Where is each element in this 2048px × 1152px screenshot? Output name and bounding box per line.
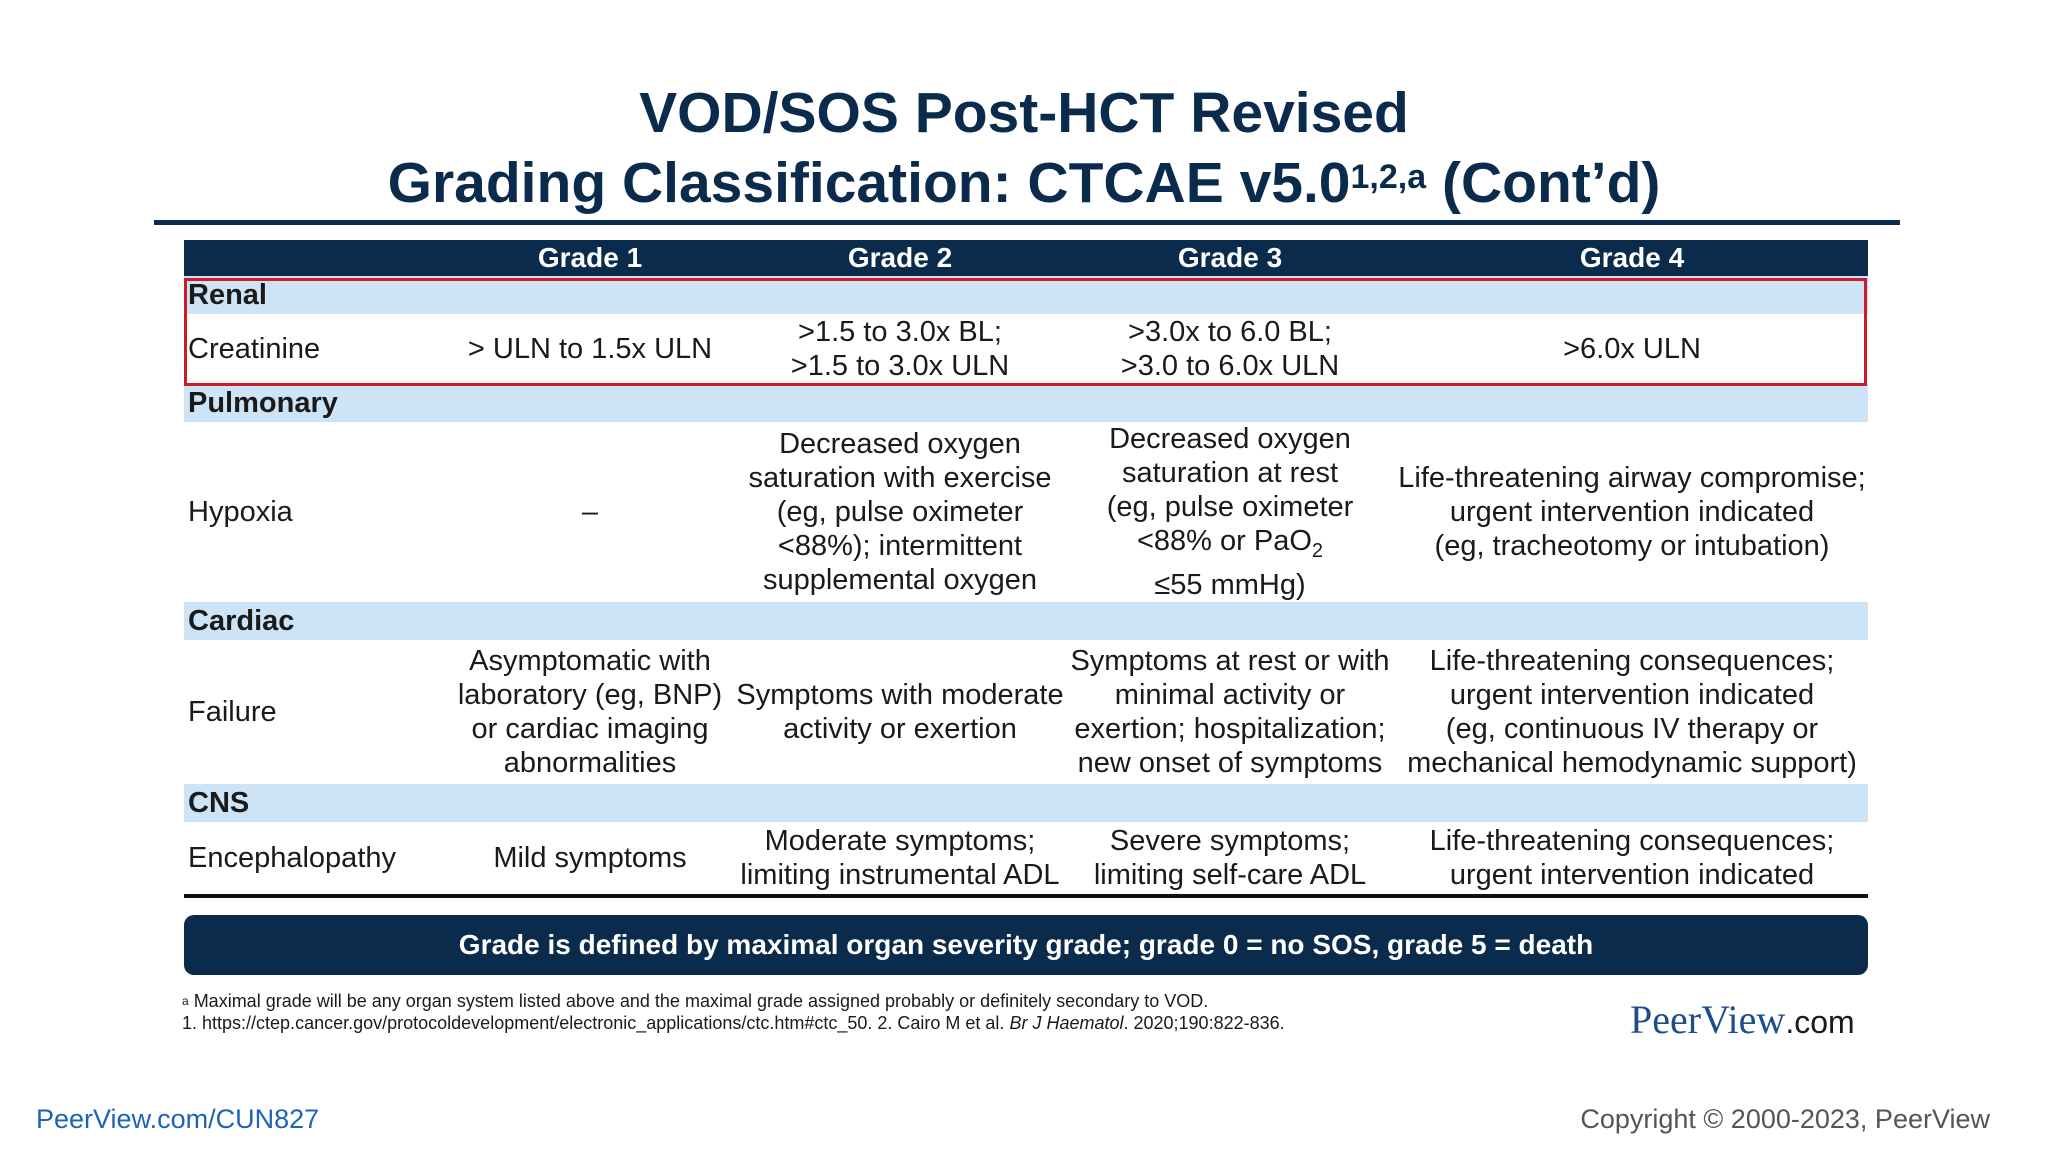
title-line-2-end: (Cont’d)	[1426, 151, 1661, 215]
cell-grade-4: Life-threatening consequences; urgent intervention indicated	[1396, 822, 1868, 896]
title-line-2	[0, 148, 2048, 218]
footnote-a-text: Maximal grade will be any organ system listed above and the maximal grade assigned probably or definitely secondary to VOD.	[188, 991, 1209, 1011]
section-label: CNS	[184, 784, 1868, 822]
cell-grade-2: Decreased oxygen saturation with exercise (eg, pulse oximeter <88%); intermittent supplemental oxygen	[748, 427, 1052, 596]
section-row-pulmonary	[184, 384, 1868, 422]
grade-definition-banner: Grade is defined by maximal organ severity grade; grade 0 = no SOS, grade 5 = death	[184, 915, 1868, 975]
row-label: Creatinine	[188, 333, 321, 365]
header-grade-1: Grade 1	[444, 240, 736, 276]
section-row-cardiac	[184, 602, 1868, 640]
section-row-cns	[184, 784, 1868, 822]
subscript-2: 2	[1311, 539, 1324, 562]
cell-grade-3-text: Decreased oxygen saturation at rest (eg, pulse oximeter <88% or PaO	[1106, 423, 1354, 557]
footnotes	[182, 990, 1285, 1034]
title-line-1: VOD/SOS Post-HCT Revised	[639, 81, 1409, 145]
slide-title	[0, 78, 2048, 218]
footnote-a	[182, 990, 1285, 1012]
section-label: Pulmonary	[184, 384, 1868, 422]
row-label: Hypoxia	[188, 495, 293, 528]
cell-grade-2: >1.5 to 3.0x BL; >1.5 to 3.0x ULN	[790, 316, 1010, 382]
row-label: Failure	[188, 695, 277, 728]
cell-grade-3: Severe symptoms; limiting self-care ADL	[1064, 822, 1396, 896]
peerview-link[interactable]: PeerView.com/CUN827	[36, 1104, 320, 1134]
cell-grade-2: Moderate symptoms; limiting instrumental ADL	[736, 822, 1064, 896]
cell-grade-3-text-end: ≤55 mmHg)	[1154, 568, 1306, 601]
references-end: . 2020;190:822-836.	[1123, 1013, 1285, 1033]
footnote-references	[182, 1012, 1285, 1034]
cell-grade-1: –	[581, 495, 599, 528]
cell-grade-2: Symptoms with moderate activity or exertion	[736, 678, 1064, 745]
peerview-logo	[1630, 996, 1855, 1043]
title-divider	[154, 220, 1900, 225]
section-label: Cardiac	[184, 602, 1868, 640]
grading-table	[184, 240, 1868, 898]
table-row-hypoxia	[184, 422, 1868, 602]
table-row-encephalopathy	[184, 822, 1868, 896]
table-row-failure	[184, 640, 1868, 784]
journal-name: Br J Haematol	[1009, 1013, 1124, 1033]
cell-grade-4: >6.0x ULN	[1563, 333, 1701, 365]
title-superscript: 1,2,a	[1350, 158, 1427, 196]
references-text: 1. https://ctep.cancer.gov/protocoldevelopment/electronic_applications/ctc.htm#ctc_50. 2. Cairo M et al.	[182, 1013, 1010, 1033]
header-grade-3: Grade 3	[1064, 240, 1396, 276]
cell-grade-4: Life-threatening consequences; urgent intervention indicated (eg, continuous IV therapy or mechanical hemodynamic support)	[1407, 644, 1857, 779]
copyright-text: Copyright © 2000-2023, PeerView	[1580, 1104, 1990, 1134]
header-blank	[184, 240, 444, 276]
table-row-creatinine	[184, 314, 1868, 384]
section-row-renal	[184, 276, 1868, 314]
cell-grade-3: >3.0x to 6.0 BL; >3.0 to 6.0x ULN	[1120, 316, 1340, 382]
cell-grade-1: > ULN to 1.5x ULN	[467, 333, 713, 365]
table-header-row	[184, 240, 1868, 276]
cell-grade-3	[1064, 422, 1396, 602]
title-line-2-main: Grading Classification: CTCAE v5.0	[387, 151, 1351, 215]
section-label: Renal	[184, 276, 1868, 314]
row-label: Encephalopathy	[184, 822, 444, 896]
cell-grade-1: Mild symptoms	[444, 822, 736, 896]
header-grade-2: Grade 2	[736, 240, 1064, 276]
footnote-marker: a	[182, 994, 189, 1008]
cell-grade-3: Symptoms at rest or with minimal activity or exertion; hospitalization; new onset of symptoms	[1070, 644, 1390, 779]
cell-grade-1: Asymptomatic with laboratory (eg, BNP) or cardiac imaging abnormalities	[457, 644, 723, 779]
header-grade-4: Grade 4	[1396, 240, 1868, 276]
cell-grade-4: Life-threatening airway compromise; urgent intervention indicated (eg, tracheotomy or intubation)	[1398, 461, 1866, 562]
logo-suffix: .com	[1785, 1004, 1855, 1040]
logo-main: PeerView	[1630, 997, 1786, 1042]
